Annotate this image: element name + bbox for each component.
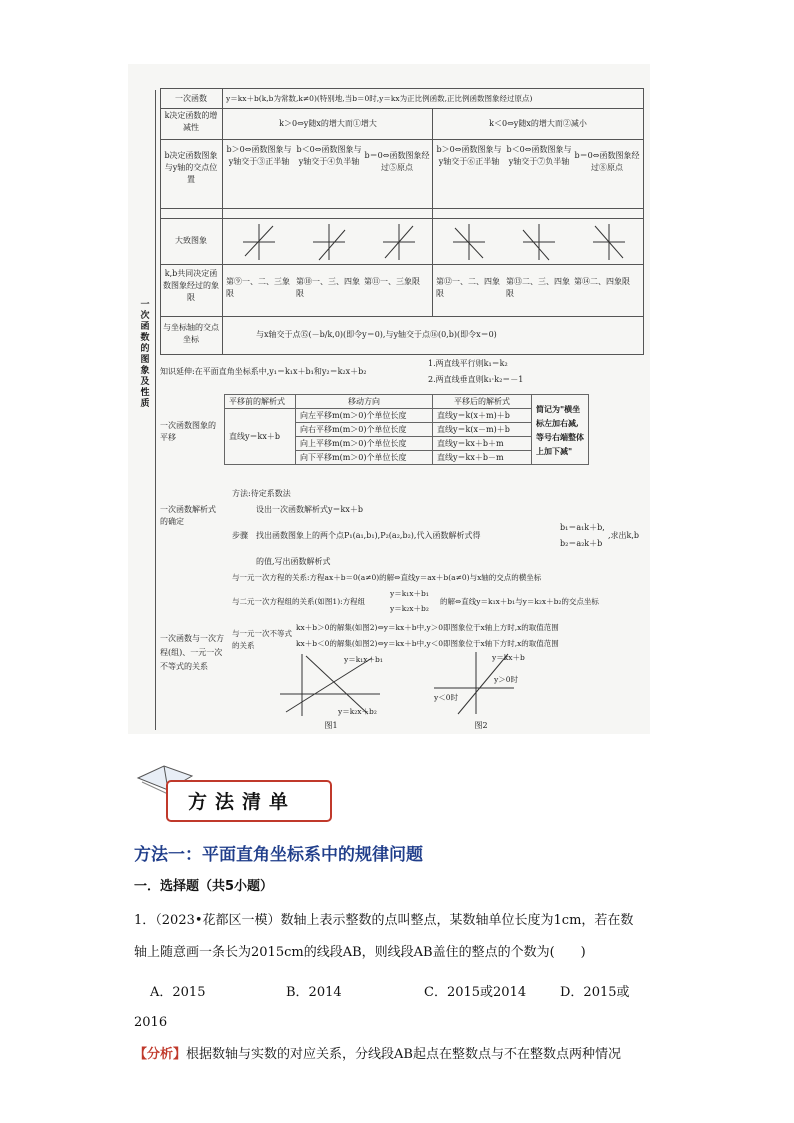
q1-line1: 1．（2023•花都区一模）数轴上表示整数的点叫整点，某数轴单位长度为1cm，若在数 xyxy=(134,913,634,928)
method-title: 方法一：平面直角坐标系中的规律问题 xyxy=(134,845,423,865)
row-quad-cell: 第⑭二、四象限 xyxy=(574,277,630,286)
knowledge-text: 知识延伸:在平面直角坐标系中,y₁＝k₁x＋b₁和y₂＝k₂x＋b₂ xyxy=(160,367,367,376)
fig1-l2: y＝k₂x＋b₂ xyxy=(338,707,377,716)
shift-dir: 向上平移m(m＞0)个单位长度 xyxy=(296,437,433,451)
shift-dir: 向下平移m(m＞0)个单位长度 xyxy=(296,451,433,465)
option-a[interactable]: A．2015 xyxy=(150,985,206,1000)
row-k-label: k决定函数的增减性 xyxy=(164,111,218,132)
shift-label: 一次函数图象的平移 xyxy=(160,421,216,442)
fig1-caption: 图1 xyxy=(324,721,338,730)
shift-note: 简记为"横坐标左加右减,等号右端整体上加下减" xyxy=(532,395,589,465)
solve-step2: 找出函数图象上的两个点P₁(a₁,b₁),P₂(a₂,b₂),代入函数解析式得 xyxy=(256,531,481,540)
fig2-l: y＝kx＋b xyxy=(492,653,525,662)
frame-top xyxy=(160,88,644,89)
shift-before: 直线y＝kx＋b xyxy=(225,409,296,465)
row-k-neg: k＜0⇔y随x的增大而②减小 xyxy=(489,119,587,128)
row-sep xyxy=(160,108,644,109)
solve-eq2: b₂＝a₂k＋b xyxy=(560,539,603,548)
row-quad-cell: 第⑫一、二、四象限 xyxy=(436,277,500,298)
knowledge-2: 2.两直线垂直则k₁·k₂＝－1 xyxy=(428,375,524,384)
rel-2a: 与二元一次方程组的关系(如图1):方程组 xyxy=(232,597,366,606)
option-c[interactable]: C．2015或2014 xyxy=(424,985,527,1000)
col-sep xyxy=(432,108,433,316)
row-quad-cell: 第⑪一、三象限 xyxy=(364,277,420,286)
shift-header: 平移后的解析式 xyxy=(433,395,532,409)
shift-after: 直线y＝k(x＋m)＋b xyxy=(433,409,532,423)
section-heading: 一．选择题（共5小题） xyxy=(134,879,274,894)
rel-2b: y＝k₁x＋b₁ xyxy=(390,589,429,598)
rel-2c: y＝k₂x＋b₂ xyxy=(390,604,429,613)
analysis-tag: 【分析】 xyxy=(134,1047,187,1062)
row-graph-label: 大致图象 xyxy=(175,236,207,245)
knowledge-1: 1.两直线平行则k₁＝k₂ xyxy=(428,359,508,368)
row-b-cell: b＜0⇔函数图象与y轴交于⑦负半轴 xyxy=(506,145,572,166)
row-quad-cell: 第⑨一、二、三象限 xyxy=(226,277,290,298)
row-sep xyxy=(160,264,644,265)
shift-after: 直线y＝kx＋b＋m xyxy=(433,437,532,451)
row-sep xyxy=(160,316,644,317)
row-b-cell: b＝0⇔函数图象经过⑤原点 xyxy=(364,151,430,172)
solve-label: 一次函数解析式的确定 xyxy=(160,505,216,526)
row-b-label: b决定函数图象与y轴的交点位置 xyxy=(164,151,218,184)
fig2-neg: y＜0时 xyxy=(434,693,459,702)
banner-title: 方法清单 xyxy=(188,791,297,813)
option-d[interactable]: D．2015或 xyxy=(560,985,630,1000)
shift-dir: 向右平移m(m＞0)个单位长度 xyxy=(296,423,433,437)
solve-step1: 设出一次函数解析式y＝kx＋b xyxy=(256,505,363,514)
row-b-cell: b＞0⇔函数图象与y轴交于⑥正半轴 xyxy=(436,145,502,166)
shift-after: 直线y＝kx＋b－m xyxy=(433,451,532,465)
option-d-cont: 2016 xyxy=(134,1015,168,1030)
rel-3c: kx＋b＜0的解集(如图2)⇔y＝kx＋b中,y＜0即图象位于x轴下方时,x的取值范围 xyxy=(296,639,559,648)
solve-step3: 的值,写出函数解析式 xyxy=(256,557,331,566)
row-quad-cell: 第⑬二、三、四象限 xyxy=(506,277,570,298)
row-def-label: 一次函数 xyxy=(175,94,207,103)
fig2-caption: 图2 xyxy=(474,721,488,730)
row-def-text: y＝kx＋b(k,b为常数,k≠0)(特别地,当b＝0时,y＝kx为正比例函数,正比例函数图象经过原点) xyxy=(226,94,533,103)
frame-right xyxy=(643,88,644,354)
row-axis-text: 与x轴交于点⑮(－b/k,0)(即令y＝0),与y轴交于点⑯(0,b)(即令x＝0) xyxy=(256,330,497,339)
q1-line2: 轴上随意画一条长为2015cm的线段AB，则线段AB盖住的整点的个数为( ) xyxy=(134,945,586,960)
shift-dir: 向左平移m(m＞0)个单位长度 xyxy=(296,409,433,423)
brace-line xyxy=(155,90,156,730)
col-sep xyxy=(222,88,223,354)
frame-left xyxy=(160,88,161,354)
row-axis-label: 与坐标轴的交点坐标 xyxy=(163,323,219,344)
rel-label: 一次函数与一次方程(组)、一元一次不等式的关系 xyxy=(160,634,224,671)
shift-after: 直线y＝k(x－m)＋b xyxy=(433,423,532,437)
solve-method: 方法:待定系数法 xyxy=(232,489,291,498)
frame-bottom xyxy=(160,354,644,355)
shift-header: 移动方向 xyxy=(296,395,433,409)
row-b-cell: b＝0⇔函数图象经过⑧原点 xyxy=(574,151,640,172)
rel-3a: 与一元一次不等式的关系 xyxy=(232,629,292,650)
row-sep xyxy=(160,218,644,219)
row-b-cell: b＞0⇔函数图象与y轴交于③正半轴 xyxy=(226,145,292,166)
shift-header: 平移前的解析式 xyxy=(225,395,296,409)
row-b-cell: b＜0⇔函数图象与y轴交于④负半轴 xyxy=(296,145,362,166)
rel-2d: 的解⇔直线y＝k₁x＋b₁与y＝k₂x＋b₂的交点坐标 xyxy=(440,597,599,606)
row-quad-cell: 第⑩一、三、四象限 xyxy=(296,277,360,298)
sketch-graphs xyxy=(224,220,642,264)
solve-tail: ,求出k,b xyxy=(608,531,640,540)
option-b[interactable]: B．2014 xyxy=(286,985,342,1000)
rel-1: 与一元一次方程的关系:方程ax＋b＝0(a≠0)的解⇔直线y＝ax＋b(a≠0)与x轴的交点的横坐标 xyxy=(232,573,542,582)
row-sep xyxy=(160,208,644,209)
shift-table xyxy=(224,394,589,465)
solve-eq1: b₁＝a₁k＋b, xyxy=(560,523,605,532)
row-sep xyxy=(160,139,644,140)
analysis-text: 根据数轴与实数的对应关系，分线段AB起点在整数点与不在整数点两种情况 xyxy=(186,1047,621,1062)
fig2-pos: y＞0时 xyxy=(494,675,519,684)
row-quad-label: k,b共同决定函数图象经过的象限 xyxy=(163,269,219,302)
solve-step-word: 步骤 xyxy=(232,531,248,540)
fig1-l1: y＝k₁x＋b₁ xyxy=(344,655,383,664)
rel-3b: kx＋b＞0的解集(如图2)⇔y＝kx＋b中,y＞0即图象位于x轴上方时,x的取值范围 xyxy=(296,623,559,632)
side-title: 一次函数的图象及性质 xyxy=(140,300,150,409)
method-banner xyxy=(166,780,332,822)
row-k-pos: k＞0⇔y随x的增大而①增大 xyxy=(279,119,377,128)
analysis-line xyxy=(134,1046,621,1064)
